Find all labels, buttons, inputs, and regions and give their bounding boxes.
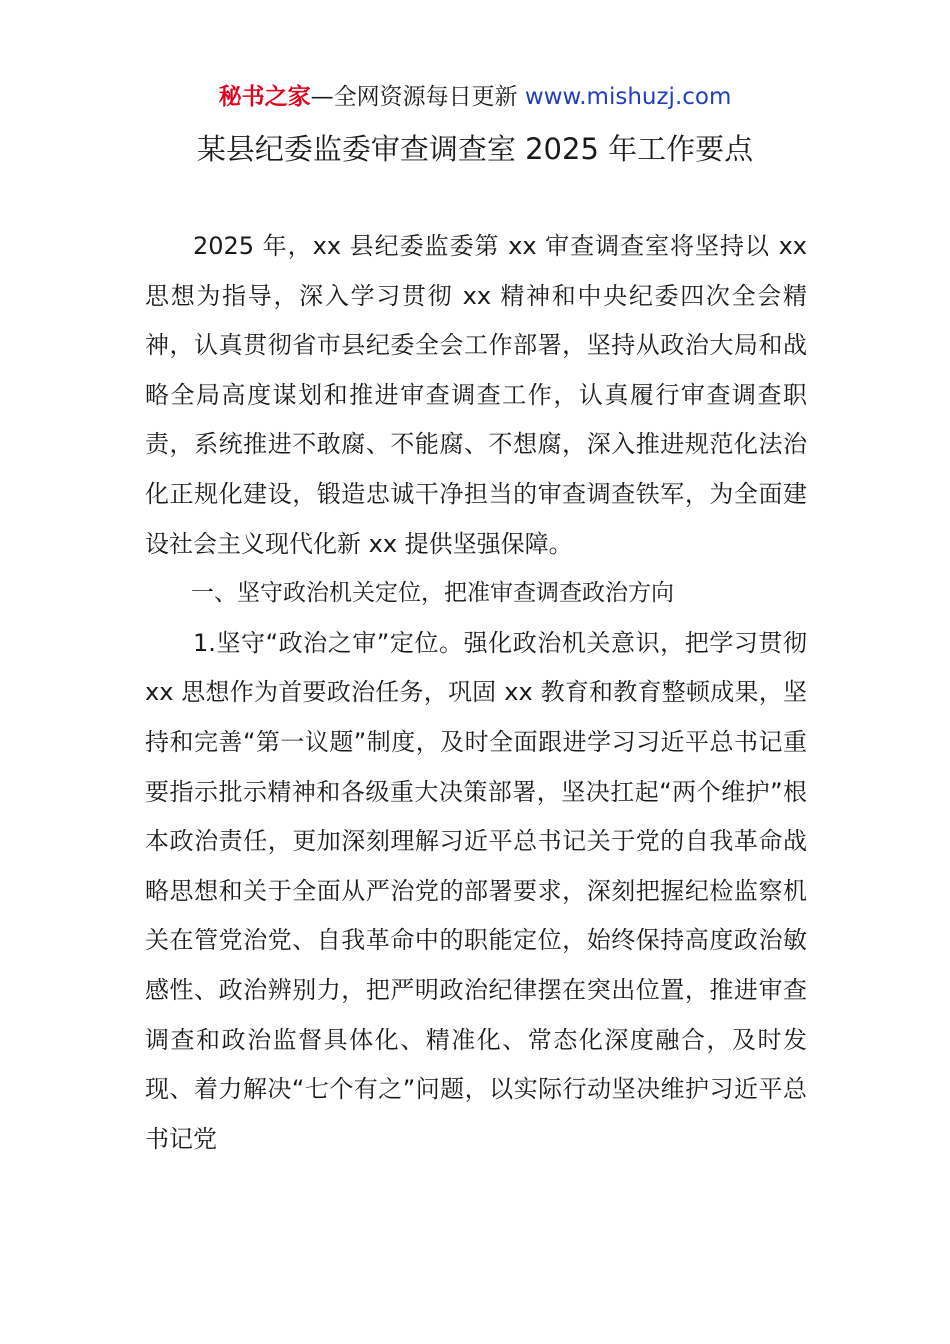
document-body xyxy=(145,222,807,1164)
site-header xyxy=(0,82,950,112)
site-brand: 秘书之家 xyxy=(218,84,311,110)
site-tagline: —全网资源每日更新 xyxy=(310,84,525,110)
document-title: 某县纪委监委审查调查室 2025 年工作要点 xyxy=(196,132,754,166)
site-url-link[interactable]: www.mishuzj.com xyxy=(524,84,732,110)
intro-paragraph: 2025 年，xx 县纪委监委第 xx 审查调查室将坚持以 xx 思想为指导，深入学习贯彻 xx 精神和中央纪委四次全会精神，认真贯彻省市县纪委全会工作部署，坚持从政治大局和战略全局高度谋划和推进审查调查工作，认真履行审查调查职责，系统推进不敢腐、不能腐、不想腐，深入推进规范化法治化正规化建设，锻造忠诚干净担当的审查调查铁军，为全面建设社会主义现代化新 xx 提供坚强保障。 xyxy=(145,232,807,558)
body-paragraph: 1.坚守“政治之审”定位。强化政治机关意识，把学习贯彻 xx 思想作为首要政治任务，巩固 xx 教育和教育整顿成果，坚持和完善“第一议题”制度，及时全面跟进学习习近平总书记重要指示批示精神和各级重大决策部署，坚决扛起“两个维护”根本政治责任，更加深刻理解习近平总书记关于党的自我革命战略思想和关于全面从严治党的部署要求，深刻把握纪检监察机关在管党治党、自我革命中的职能定位，始终保持高度政治敏感性、政治辨别力，把严明政治纪律摆在突出位置，推进审查调查和政治监督具体化、精准化、常态化深度融合，及时发现、着力解决“七个有之”问题，以实际行动坚决维护习近平总书记党 xyxy=(145,628,807,1153)
section-heading: 一、坚守政治机关定位，把准审查调查政治方向 xyxy=(191,580,674,607)
